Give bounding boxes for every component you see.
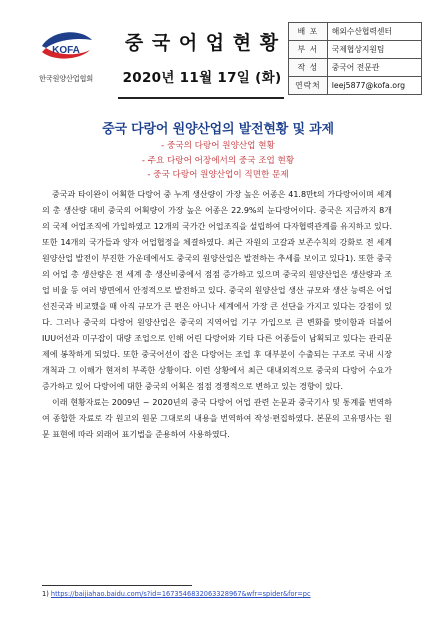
- meta-table: [288, 22, 422, 95]
- org-name: 한국원양산업협회: [39, 74, 93, 83]
- doc-date: 2020년 11월 17일 (화): [122, 70, 282, 86]
- meta-value-email[interactable]: leej5877@kofa.org: [327, 77, 421, 95]
- footnote-marker: 1): [42, 590, 49, 598]
- body-paragraph: 이래 현황자료는 2009년 ~ 2020년의 중국 다랑어 어업 관련 논문과 중국기사 및 통계를 번역하여 종합한 자료로 각 원고의 원문 그대로의 내용을 번역하여 작성·편집하였다. 본문의 고유명사는 원문 표현에 따라 외래어 표기법을 준용하여 사용하였다.: [42, 398, 392, 439]
- meta-row-author: [289, 59, 422, 77]
- fish-logo-icon: [36, 26, 96, 66]
- meta-key: 연락처: [289, 77, 328, 95]
- meta-value: 중국어 전문관: [327, 59, 421, 77]
- kofa-logo: [18, 24, 114, 94]
- meta-key: 작 성: [289, 59, 328, 77]
- meta-value: 해외수산협력센터: [327, 23, 421, 41]
- body-paragraph: 중국과 타이완이 어획한 다랑어 중 누계 생산량이 가장 높은 어종은 41.8만t의 가다랑어이며 세계의 총 생산량 대비 중국의 어획량이 가장 높은 어종은 22.9%의 눈다랑어이다. 중국은 지금까지 8개의 국제 어업조직에 가입하였고 12개의 국가간 어업조직을 설립하여 다자협력관계를 유지하고 있다. 또한 14개의 국가들과 양자 어업협정을 체결하였다. 최근 자원의 고갈과 보존수칙의 강화로 전 세계 원양산업 발전이 부진한 가운데에서도 중국의 원양산업은 발전하는 추세를 보이고 있다1). 또한 중국의 어업 총 생산량은 전 세계 총 생산비중에서 점점 증가하고 있으며 중국의 원양산업은 생산량과 조업 비율 등 여러 방면에서 안정적으로 발전하고 있다. 중국의 원양산업 생산 규모와 생산 능력은 어업선진국과 비교했을 때 아직 규모가 큰 편은 아니나 세계에서 가장 큰 선단을 가지고 있다는 강점이 있다. 그러나 중국의 다랑어 원양산업은 중국의 지역어업 기구 가입으로 큰 변화를 맞이함과 더불어 IUU어선과 미구잡이 대량 조업으로 인해 어린 다랑어와 기타 다른 어종들이 남획되고 있다는 관리문제에 봉착하게 되었다. 또한 중국어선이 잡은 다랑어는 조업 후 대부분이 수출되는 구조로 국내 시장 개척과 그 이해가 현저히 부족한 상황이다. 이런 상황에서 최근 대내외적으로 중국의 다랑어 수요가 증가하고 있어 다랑어에 대한 중국의 어획은 점점 경쟁적으로 변하고 있는 경향이 있다.: [42, 190, 392, 391]
- footnote: [42, 590, 422, 598]
- meta-row-distribution: [289, 23, 422, 41]
- subtitle-list: [0, 139, 436, 183]
- meta-key: 배 포: [289, 23, 328, 41]
- meta-row-department: [289, 41, 422, 59]
- title-block: [118, 22, 286, 100]
- headline: 중국 다랑어 원양산업의 발전현황 및 과제: [102, 122, 334, 137]
- meta-key: 부 서: [289, 41, 328, 59]
- subtitle-item: - 주요 다랑어 어장에서의 중국 조업 현황: [141, 155, 295, 166]
- title-underline: [118, 97, 284, 99]
- meta-value: 국제협상지원팀: [327, 41, 421, 59]
- subtitle-item: - 중국 다랑어 원양산업이 직면한 문제: [147, 170, 289, 180]
- footnote-link[interactable]: https://baijiahao.baidu.com/s?id=1673546832063328967&wfr=spider&for=pc: [50, 590, 311, 598]
- logo-text: KOFA: [52, 45, 80, 56]
- doc-title: 중 국 어 업 현 황: [124, 32, 280, 54]
- body-text: [42, 187, 392, 443]
- meta-row-contact: [289, 77, 422, 95]
- document-header: [18, 22, 422, 100]
- subtitle-item: - 중국의 다랑어 원양산업 현황: [161, 141, 275, 151]
- footnote-divider: [42, 585, 192, 586]
